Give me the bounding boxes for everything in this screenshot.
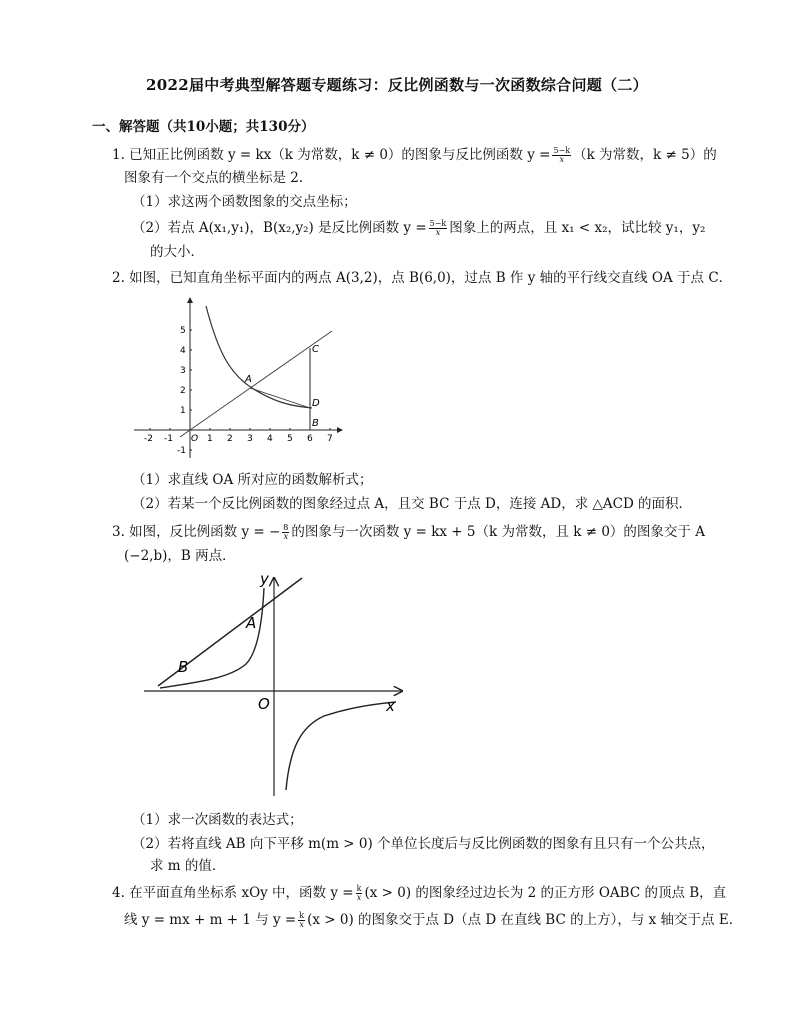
q3-part1: （1）求一次函数的表达式；	[132, 812, 303, 828]
q1-part2-text-a: （2）若点 A(x₁,y₁)，B(x₂,y₂) 是反比例函数 y =	[132, 220, 427, 236]
q2-stem: 2. 如图，已知直角坐标平面内的两点 A(3,2)，点 B(6,0)，过点 B 作 y 轴的平行线交直线 OA 于点 C．	[112, 270, 733, 286]
q1-line2: 图象有一个交点的横坐标是 2．	[124, 170, 313, 186]
q1-text-b: （k 为常数，k ≠ 5）的	[573, 147, 717, 163]
q1-line1	[112, 145, 717, 165]
q1-part2-cont: 的大小．	[150, 244, 204, 260]
q2-y-tick-label: -1	[177, 446, 186, 456]
q3-label-b: B	[178, 658, 189, 676]
q1-fraction: $\frac{5-k}{x}$	[553, 146, 571, 164]
q2-x-tick-label: 7	[327, 434, 333, 444]
q3-label-origin: O	[258, 695, 270, 713]
q3-text-b: 的图象与一次函数 y = kx + 5（k 为常数，且 k ≠ 0）的图象交于 A	[291, 524, 705, 540]
q4-line1	[112, 883, 726, 903]
q2-label-d: D	[312, 398, 320, 409]
q3-hyperbola-right	[286, 702, 396, 790]
q2-y-tick-label: 2	[180, 386, 186, 396]
q3-text-a: 3. 如图，反比例函数 y = −	[112, 524, 281, 540]
q2-label-b: B	[312, 418, 319, 429]
q2-x-tick-label: 5	[287, 434, 293, 444]
q1-part2-fraction: $\frac{5-k}{x}$	[429, 219, 447, 237]
q2-line-oa	[180, 331, 332, 437]
q2-x-tick-label: 3	[247, 434, 253, 444]
q3-line1	[112, 522, 705, 542]
q4-fraction-2: $\frac{k}{x}$	[299, 911, 305, 929]
q1-part2	[132, 218, 705, 238]
q1-text-a: 1. 已知正比例函数 y = kx（k 为常数，k ≠ 0）的图象与反比例函数 y =	[112, 147, 551, 163]
q2-segment-ad	[250, 388, 310, 408]
q2-label-origin: O	[191, 434, 199, 444]
q2-y-tick-label: 4	[180, 346, 186, 356]
q1-part1: （1）求这两个函数图象的交点坐标；	[132, 194, 357, 210]
q3-label-x: x	[386, 697, 395, 715]
q4-text-b: (x > 0) 的图象经过边长为 2 的正方形 OABC 的顶点 B，直	[364, 885, 727, 901]
q4-text-a: 4. 在平面直角坐标系 xOy 中，函数 y =	[112, 885, 354, 901]
q3-line2: (−2,b)，B 两点．	[124, 548, 236, 564]
q4-fraction: $\frac{k}{x}$	[356, 884, 362, 902]
q3-figure	[140, 568, 410, 803]
q2-part1: （1）求直线 OA 所对应的函数解析式；	[132, 472, 373, 488]
section-heading: 一、解答题（共10小题；共130分）	[92, 119, 315, 135]
q2-label-a: A	[245, 374, 252, 385]
q3-fraction: $\frac{8}{x}$	[283, 523, 289, 541]
q3-part2-cont: 求 m 的值．	[150, 858, 226, 874]
q2-part2: （2）若某一个反比例函数的图象经过点 A，且交 BC 于点 D，连接 AD，求 △ACD 的面积．	[132, 496, 693, 512]
q4-text-d: (x > 0) 的图象交于点 D（点 D 在直线 BC 的上方），与 x 轴交于点 E．	[307, 912, 743, 928]
q2-figure	[128, 292, 348, 462]
q2-hyperbola	[206, 306, 312, 408]
page-title: 2022届中考典型解答题专题练习：反比例函数与一次函数综合问题（二）	[146, 76, 648, 94]
q3-label-a: A	[246, 614, 257, 632]
q2-y-tick-label: 5	[180, 326, 186, 336]
q4-line2	[124, 910, 742, 930]
q2-y-tick-label: 3	[180, 366, 186, 376]
q2-y-tick-label: 1	[180, 406, 186, 416]
q1-part2-text-b: 图象上的两点，且 x₁ < x₂，试比较 y₁，y₂	[449, 220, 706, 236]
q2-x-tick-label: -2	[144, 434, 153, 444]
q2-x-tick-label: 1	[207, 434, 213, 444]
q3-part2: （2）若将直线 AB 向下平移 m(m > 0) 个单位长度后与反比例函数的图象有且只有一个公共点，	[132, 836, 715, 852]
q2-x-tick-label: 2	[227, 434, 233, 444]
q2-x-tick-label: -1	[164, 434, 173, 444]
q2-label-c: C	[312, 344, 319, 355]
q2-x-tick-label: 4	[267, 434, 273, 444]
q3-label-y: y	[260, 570, 269, 588]
q4-text-c: 线 y = mx + m + 1 与 y =	[124, 912, 297, 928]
q2-x-tick-label: 6	[307, 434, 313, 444]
